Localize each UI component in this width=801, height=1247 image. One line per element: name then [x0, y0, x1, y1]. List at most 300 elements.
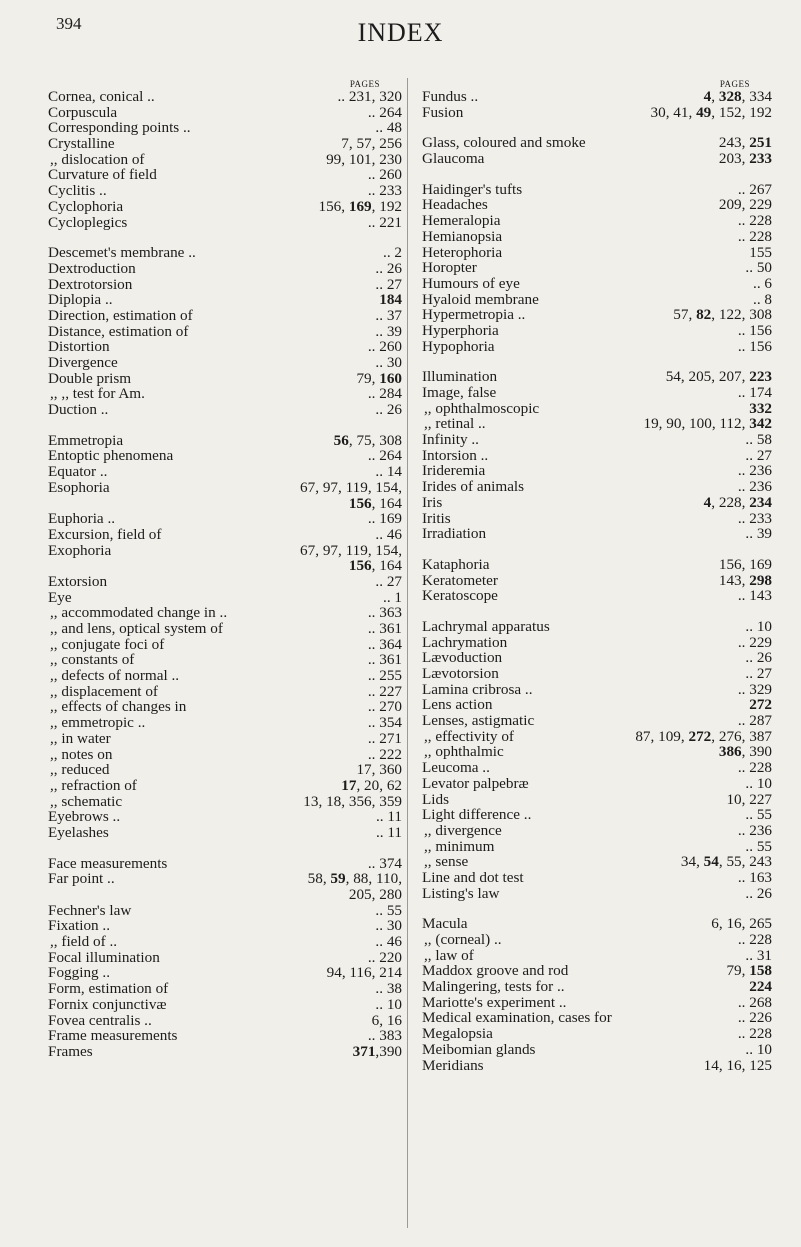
index-pages: .. 27	[745, 665, 772, 682]
index-term: Cornea, conical ..	[48, 88, 155, 105]
index-entry	[48, 355, 402, 371]
index-term: Mariotte's experiment ..	[422, 993, 567, 1011]
index-pages: .. 236	[737, 821, 772, 839]
index-pages: .. 27	[375, 275, 402, 293]
index-term: Cycloplegics	[48, 213, 128, 231]
index-pages: .. 156	[737, 321, 772, 339]
index-pages: .. 39	[375, 322, 402, 340]
index-entry	[48, 825, 402, 841]
index-entry	[48, 794, 402, 810]
index-pages: .. 27	[745, 446, 772, 464]
pages-header: PAGES	[719, 79, 750, 89]
index-term: ,, reduced	[50, 761, 110, 779]
index-term: Eye	[48, 588, 72, 606]
index-entry	[422, 369, 772, 385]
index-pages: 243, 251	[718, 134, 772, 152]
index-term: Line and dot test	[422, 868, 524, 886]
page-number: 394	[56, 14, 82, 33]
index-pages: .. 26	[375, 401, 402, 419]
index-entry	[48, 167, 402, 183]
index-entry	[48, 245, 402, 261]
index-letter-group	[422, 619, 772, 901]
index-letter-group	[422, 557, 772, 604]
index-entry	[48, 684, 402, 700]
index-term: ,, conjugate foci of	[50, 635, 165, 653]
page-title: INDEX	[357, 18, 444, 47]
index-column-right	[422, 80, 772, 1073]
index-term: Hyperphoria	[422, 321, 499, 339]
index-entry	[422, 963, 772, 979]
index-pages: .. 26	[745, 884, 772, 902]
index-pages: .. 233	[737, 509, 772, 527]
index-entry	[422, 385, 772, 401]
index-term: Form, estimation of	[48, 980, 169, 998]
index-pages: .. 1	[383, 588, 402, 606]
index-pages: .. 38	[375, 980, 402, 998]
index-entry	[422, 916, 772, 932]
index-entry	[422, 526, 772, 542]
index-pages: 10, 227	[726, 790, 772, 808]
index-pages: 54, 205, 207, 223	[665, 368, 772, 386]
index-pages: .. 229	[737, 633, 772, 651]
index-pages: .. 55	[745, 806, 772, 824]
index-term: Meridians	[422, 1056, 484, 1074]
index-pages: .. 10	[745, 617, 772, 635]
index-pages: 14, 16, 125	[703, 1056, 772, 1074]
index-term: Medical examination, cases for	[422, 1009, 612, 1027]
index-pages: 156, 169, 192	[318, 197, 402, 215]
index-pages: .. 58	[745, 431, 772, 449]
index-pages: .. 37	[375, 306, 402, 324]
pages-header: PAGES	[349, 79, 380, 89]
index-term: Euphoria ..	[48, 510, 116, 528]
index-pages: 30, 41, 49, 152, 192	[650, 103, 772, 121]
index-term: ,, ophthalmic	[424, 743, 504, 761]
index-entry	[422, 89, 772, 105]
index-entry	[422, 479, 772, 495]
index-entry	[48, 308, 402, 324]
index-entry	[422, 1010, 772, 1026]
index-term: ,, effects of changes in	[50, 698, 187, 716]
group-gap	[48, 230, 402, 245]
index-pages: .. 55	[745, 837, 772, 855]
index-pages: .. 264	[367, 103, 402, 121]
index-entry	[48, 402, 402, 418]
index-pages: 13, 18, 356, 359	[303, 792, 402, 810]
index-entry	[48, 448, 402, 464]
index-term: Irides of animals	[422, 478, 525, 496]
index-pages: .. 156	[737, 337, 772, 355]
index-term: Levator palpebræ	[422, 774, 529, 792]
index-pages: 4, 228, 234	[703, 493, 772, 511]
index-term: Hemeralopia	[422, 212, 501, 230]
index-term: ,, emmetropic ..	[50, 714, 146, 732]
index-entry	[48, 386, 402, 402]
index-term: Fixation ..	[48, 917, 111, 935]
index-entry	[48, 1028, 402, 1044]
index-entry	[422, 776, 772, 792]
index-pages: .. 361	[367, 620, 402, 637]
index-term: Curvature of field	[48, 166, 157, 184]
index-term: ,, law of	[424, 946, 474, 964]
index-pages: .. 364	[367, 635, 402, 653]
index-entry	[48, 480, 402, 496]
index-pages: 58, 59, 88, 110,	[307, 870, 402, 888]
index-term: ,, and lens, optical system of	[50, 620, 223, 637]
index-entry	[422, 792, 772, 808]
index-entry	[422, 135, 772, 151]
index-entry	[48, 574, 402, 590]
index-entry	[48, 339, 402, 355]
index-letter-group	[48, 433, 402, 841]
index-term: Leucoma ..	[422, 759, 490, 777]
index-pages: 87, 109, 272, 276, 387	[635, 727, 772, 745]
index-entry	[48, 621, 402, 637]
index-term: Far point ..	[48, 870, 115, 888]
index-entry	[48, 292, 402, 308]
index-term: Fovea centralis ..	[48, 1011, 152, 1029]
index-letter-group	[422, 182, 772, 355]
index-pages: .. 6	[753, 274, 772, 292]
index-term: Fechner's law	[48, 901, 132, 919]
index-term: Horopter	[422, 259, 477, 277]
index-pages: .. 267	[737, 180, 772, 198]
index-pages: 156, 169	[718, 555, 772, 573]
index-term: Lachrymation	[422, 633, 508, 651]
index-term: Direction, estimation of	[48, 306, 193, 324]
index-pages: .. 169	[367, 510, 402, 528]
index-term: ,, constants of	[50, 651, 135, 669]
index-term: Exophoria	[48, 541, 112, 559]
index-entry	[422, 416, 772, 432]
index-entry	[48, 965, 402, 981]
index-pages: .. 361	[367, 651, 402, 669]
index-entry	[422, 1058, 772, 1074]
index-term: Fundus ..	[422, 88, 479, 105]
index-pages: 57, 82, 122, 308	[673, 306, 772, 324]
index-pages: .. 163	[737, 868, 772, 886]
index-pages: 7, 57, 256	[341, 135, 402, 153]
index-term: Keratoscope	[422, 587, 498, 605]
index-pages: .. 260	[367, 166, 402, 184]
index-pages: .. 233	[367, 182, 402, 200]
index-term: Maddox groove and rod	[422, 962, 569, 980]
index-term: Diplopia ..	[48, 291, 113, 309]
index-pages: .. 287	[737, 712, 772, 730]
index-entry	[422, 307, 772, 323]
index-term: Malingering, tests for ..	[422, 978, 565, 996]
index-term: Double prism	[48, 369, 132, 387]
index-term: Lævoduction	[422, 649, 503, 667]
index-term: ,, effectivity of	[424, 727, 514, 745]
index-pages: .. 222	[367, 745, 402, 763]
index-term: Intorsion ..	[422, 446, 489, 464]
index-entry	[48, 997, 402, 1013]
index-entry	[422, 870, 772, 886]
index-entry	[422, 197, 772, 213]
index-entry	[422, 463, 772, 479]
index-term: ,, notes on	[50, 745, 113, 763]
index-pages: .. 329	[737, 680, 772, 698]
index-pages: 19, 90, 100, 112, 342	[643, 415, 772, 433]
index-entry	[48, 464, 402, 480]
index-entry	[422, 979, 772, 995]
index-letter-group	[422, 89, 772, 120]
index-pages: .. 55	[375, 901, 402, 919]
index-entry	[422, 1026, 772, 1042]
index-entry	[422, 635, 772, 651]
index-term: Lævotorsion	[422, 665, 499, 682]
index-entry	[422, 292, 772, 308]
index-pages: .. 236	[737, 478, 772, 496]
index-term: Infinity ..	[422, 431, 479, 449]
index-entry	[48, 887, 402, 903]
index-term: ,, schematic	[50, 792, 123, 810]
index-entry	[48, 762, 402, 778]
index-entry	[422, 276, 772, 292]
index-term: Lids	[422, 790, 450, 808]
index-entry	[422, 260, 772, 276]
index-pages: .. 30	[375, 917, 402, 935]
index-entry	[48, 934, 402, 950]
index-entry	[422, 557, 772, 573]
index-pages: .. 255	[367, 667, 402, 685]
index-pages: 94, 116, 214	[326, 964, 402, 982]
index-pages: 17, 20, 62	[341, 776, 402, 794]
index-letter-group	[48, 89, 402, 230]
index-entry	[48, 261, 402, 277]
index-entry	[48, 183, 402, 199]
index-entry	[422, 245, 772, 261]
index-pages: 79, 158	[726, 962, 772, 980]
index-term: Iritis	[422, 509, 451, 527]
index-term: Kataphoria	[422, 555, 490, 573]
index-entry	[422, 619, 772, 635]
index-term: Keratometer	[422, 571, 498, 589]
index-term: Meibomian glands	[422, 1040, 536, 1058]
index-entry	[422, 495, 772, 511]
group-gap	[48, 418, 402, 433]
index-term: Lamina cribrosa ..	[422, 680, 533, 698]
index-entry	[48, 778, 402, 794]
index-term: Esophoria	[48, 478, 110, 496]
index-term: Divergence	[48, 354, 118, 371]
index-pages: .. 228	[737, 227, 772, 245]
index-term: ,, ,, test for Am.	[50, 385, 145, 403]
index-term: Light difference ..	[422, 806, 532, 824]
group-gap	[422, 901, 772, 916]
index-letter-group	[422, 369, 772, 542]
index-entry	[48, 496, 402, 512]
index-term: Crystalline	[48, 135, 115, 153]
index-column-left	[48, 80, 402, 1060]
index-pages: .. 228	[737, 931, 772, 948]
index-pages: .. 264	[367, 447, 402, 465]
index-term: Irideremia	[422, 462, 486, 480]
index-term: Eyelashes	[48, 823, 109, 841]
index-pages: .. 10	[745, 774, 772, 792]
index-term: Corpuscula	[48, 103, 118, 121]
index-pages: 79, 160	[356, 369, 402, 387]
index-term: Lens action	[422, 696, 493, 714]
index-entry	[48, 324, 402, 340]
index-term: Fornix conjunctivæ	[48, 995, 167, 1013]
index-pages: 205, 280	[348, 886, 402, 903]
index-term: Cyclophoria	[48, 197, 124, 215]
index-pages: .. 271	[367, 729, 402, 747]
index-pages: 17, 360	[356, 761, 402, 779]
index-entry	[48, 871, 402, 887]
index-entry	[48, 903, 402, 919]
index-term: ,, ophthalmoscopic	[424, 399, 540, 417]
index-term: ,, divergence	[424, 821, 502, 839]
index-term: Entoptic phenomena	[48, 447, 174, 465]
column-divider	[407, 78, 408, 1228]
index-term: Megalopsia	[422, 1025, 493, 1043]
index-pages: .. 46	[375, 933, 402, 951]
index-entry	[422, 182, 772, 198]
index-pages: .. 383	[367, 1027, 402, 1045]
index-entry	[422, 229, 772, 245]
index-pages: 203, 233	[718, 150, 772, 168]
index-term: ,, dislocation of	[50, 150, 145, 168]
index-entry	[48, 511, 402, 527]
index-entry	[422, 1042, 772, 1058]
index-entry	[422, 666, 772, 682]
index-term: Lenses, astigmatic	[422, 712, 535, 730]
index-entry	[422, 744, 772, 760]
index-pages: .. 260	[367, 338, 402, 356]
index-term: Distance, estimation of	[48, 322, 189, 340]
index-letter-group	[422, 916, 772, 1073]
index-pages: .. 236	[737, 462, 772, 480]
index-pages: .. 30	[375, 354, 402, 371]
index-entry	[422, 807, 772, 823]
index-term: ,, accommodated change in ..	[50, 604, 228, 622]
group-gap	[422, 542, 772, 557]
index-term: Headaches	[422, 196, 488, 214]
index-pages: .. 270	[367, 698, 402, 716]
index-entry	[48, 605, 402, 621]
index-pages: .. 227	[367, 682, 402, 700]
index-entry	[48, 856, 402, 872]
index-pages: .. 8	[753, 290, 772, 308]
index-pages: 99, 101, 230	[326, 150, 402, 168]
index-term: Duction ..	[48, 401, 109, 419]
group-gap	[48, 841, 402, 856]
index-term: Glaucoma	[422, 150, 485, 168]
index-entry	[422, 697, 772, 713]
index-entry	[422, 682, 772, 698]
index-term: Lachrymal apparatus	[422, 617, 550, 635]
index-letter-group	[48, 856, 402, 1060]
index-term: Eyebrows ..	[48, 808, 121, 826]
index-entry	[48, 277, 402, 293]
index-pages: .. 143	[737, 587, 772, 605]
index-entry	[48, 809, 402, 825]
index-term: Hemianopsia	[422, 227, 503, 245]
index-term: Fogging ..	[48, 964, 111, 982]
index-pages: .. 228	[737, 212, 772, 230]
index-pages: 184	[379, 291, 402, 309]
index-pages: 67, 97, 119, 154,	[300, 541, 402, 559]
index-pages: .. 10	[375, 995, 402, 1013]
index-entry	[48, 105, 402, 121]
index-entry	[422, 854, 772, 870]
index-entry	[48, 652, 402, 668]
index-entry	[422, 948, 772, 964]
index-entry	[422, 650, 772, 666]
group-gap	[422, 167, 772, 182]
index-entry	[48, 527, 402, 543]
index-entry	[48, 918, 402, 934]
index-pages: .. 11	[375, 808, 402, 826]
index-pages: 224	[749, 978, 772, 996]
index-term: Face measurements	[48, 854, 168, 872]
index-entry	[422, 511, 772, 527]
index-term: ,, (corneal) ..	[424, 931, 502, 948]
index-term: Frames	[48, 1042, 93, 1060]
index-pages: .. 363	[367, 604, 402, 622]
index-pages: 371,390	[352, 1042, 402, 1060]
index-pages: .. 268	[737, 993, 772, 1011]
index-pages: 156, 164	[348, 494, 402, 512]
index-term: Emmetropia	[48, 431, 124, 449]
index-term: Distortion	[48, 338, 110, 356]
index-term: Dextroduction	[48, 259, 136, 277]
index-pages: .. 48	[375, 119, 402, 137]
index-term: Extorsion	[48, 572, 108, 590]
index-letter-group	[48, 245, 402, 418]
index-entry	[48, 199, 402, 215]
index-entry	[422, 886, 772, 902]
index-term: Heterophoria	[422, 243, 503, 261]
index-entry	[422, 573, 772, 589]
index-term: Iris	[422, 493, 443, 511]
index-term: Illumination	[422, 368, 498, 386]
index-term: Fusion	[422, 103, 464, 121]
index-entry	[422, 823, 772, 839]
index-entry	[422, 213, 772, 229]
index-entry	[422, 713, 772, 729]
index-pages: .. 10	[745, 1040, 772, 1058]
index-term: ,, minimum	[424, 837, 495, 855]
index-entry	[48, 668, 402, 684]
index-pages: .. 46	[375, 525, 402, 543]
index-entry	[422, 105, 772, 121]
index-pages: .. 14	[375, 463, 402, 481]
index-term: ,, field of ..	[50, 933, 118, 951]
index-entry	[48, 715, 402, 731]
index-pages: 209, 229	[718, 196, 772, 214]
index-entry	[422, 839, 772, 855]
index-entry	[48, 1044, 402, 1060]
index-entry	[48, 89, 402, 105]
index-term: ,, defects of normal ..	[50, 667, 180, 685]
index-pages: .. 50	[745, 259, 772, 277]
index-term: Listing's law	[422, 884, 500, 902]
index-pages: .. 221	[367, 213, 402, 231]
group-gap	[422, 604, 772, 619]
index-term: ,, in water	[50, 729, 111, 747]
index-entry	[48, 120, 402, 136]
index-pages: .. 220	[367, 948, 402, 966]
index-entry	[422, 932, 772, 948]
index-entry	[48, 215, 402, 231]
index-pages: 332	[749, 399, 772, 417]
index-pages: .. 374	[367, 854, 402, 872]
index-letter-group	[422, 135, 772, 166]
